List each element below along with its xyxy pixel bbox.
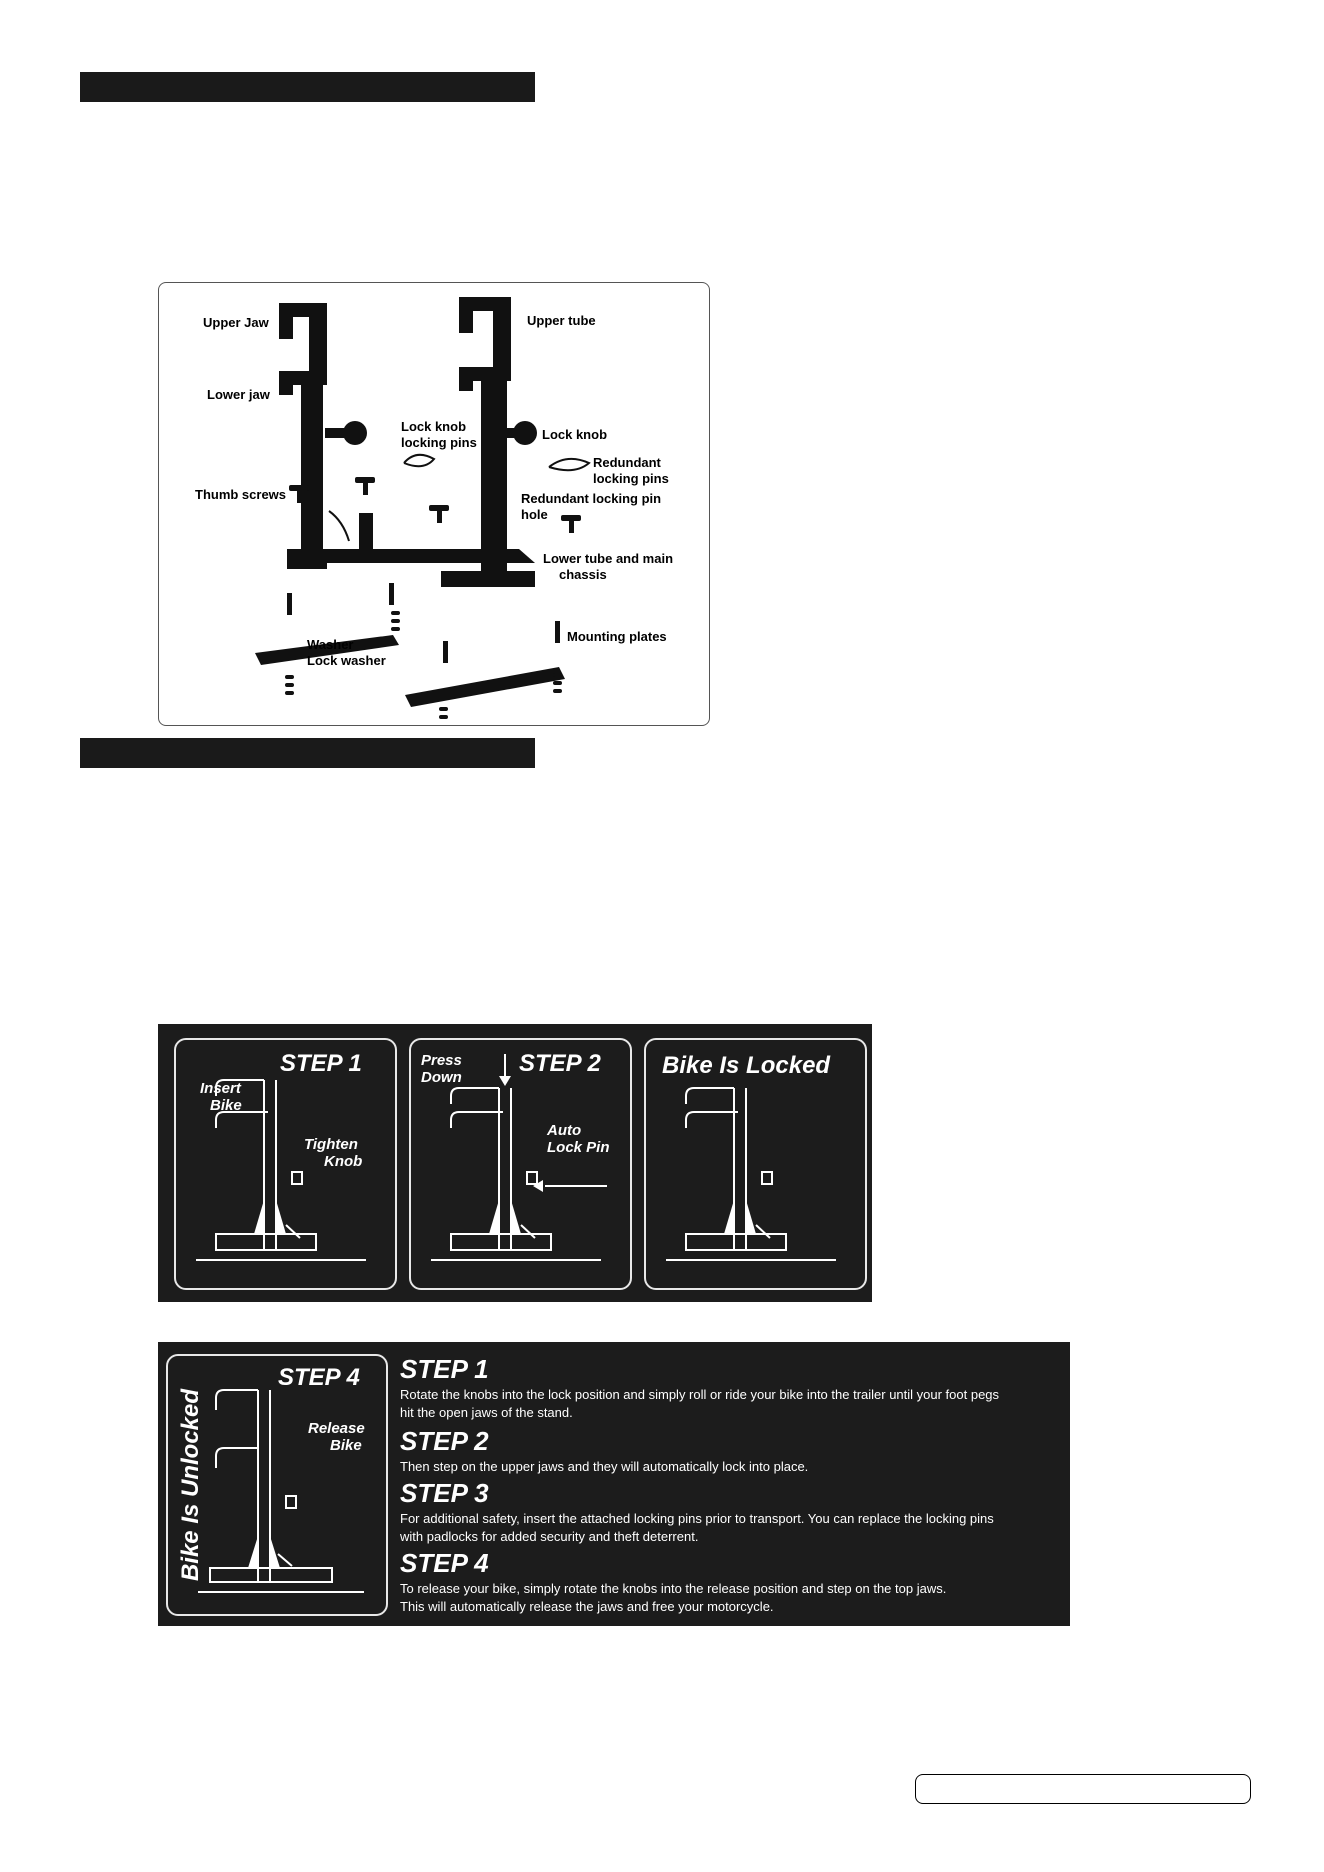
label-lower-jaw: Lower jaw bbox=[207, 387, 270, 402]
step-card-1-note-tighten-2: Knob bbox=[324, 1153, 363, 1170]
step-4-heading: STEP 4 bbox=[400, 1548, 489, 1578]
step-card-3 bbox=[644, 1038, 867, 1290]
label-redundant-hole-1: Redundant locking pin bbox=[521, 491, 662, 506]
mounting-plate-right bbox=[405, 667, 565, 707]
section-header-bar-1 bbox=[80, 72, 535, 102]
unlock-card-title: STEP 4 bbox=[278, 1364, 360, 1391]
step-1-text-line-2: hit the open jaws of the stand. bbox=[400, 1405, 573, 1420]
step-4-text-line-1: To release your bike, simply rotate the knobs into the release position and step on the top jaws. bbox=[400, 1581, 947, 1596]
unlock-card-note-1: Release bbox=[308, 1420, 365, 1437]
parts-diagram bbox=[158, 282, 710, 726]
unlock-card-note-2: Bike bbox=[330, 1437, 362, 1454]
label-lower-tube-1: Lower tube and main bbox=[543, 551, 674, 566]
step-card-2-note-press-1: Press bbox=[421, 1052, 462, 1069]
step-card-1-title: STEP 1 bbox=[280, 1050, 362, 1077]
label-redundant-pins-2: locking pins bbox=[593, 471, 669, 486]
label-lock-knob-pins-2: locking pins bbox=[401, 435, 477, 450]
footer-box bbox=[915, 1774, 1251, 1804]
label-lock-washer: Lock washer bbox=[307, 653, 386, 668]
label-thumb-screws: Thumb screws bbox=[195, 487, 287, 502]
step-3-heading: STEP 3 bbox=[400, 1478, 489, 1508]
step-4-text-line-2: This will automatically release the jaws and free your motorcycle. bbox=[400, 1599, 774, 1614]
instructions-panel bbox=[158, 1342, 1070, 1626]
label-lock-knob-pins-1: Lock knob bbox=[401, 419, 467, 434]
step-card-2-title: STEP 2 bbox=[519, 1050, 601, 1077]
step-card-2-note-autolock-2: Lock Pin bbox=[547, 1139, 610, 1156]
label-redundant-hole-2: hole bbox=[521, 507, 548, 522]
step-card-2-note-press-2: Down bbox=[421, 1069, 462, 1086]
step-3-text-line-1: For additional safety, insert the attached locking pins prior to transport. You can replace the locking pins bbox=[400, 1511, 994, 1526]
step-3-text-line-2: with padlocks for added security and theft deterrent. bbox=[400, 1529, 699, 1544]
label-washer: Washer bbox=[307, 637, 354, 652]
label-redundant-pins-1: Redundant bbox=[593, 455, 661, 470]
step-card-2 bbox=[409, 1038, 632, 1290]
step-card-1-note-insert-2: Bike bbox=[210, 1097, 242, 1114]
step-card-3-title: Bike Is Locked bbox=[662, 1052, 831, 1079]
label-lower-tube-2: chassis bbox=[559, 567, 607, 582]
step-2-heading: STEP 2 bbox=[400, 1426, 489, 1456]
label-upper-jaw: Upper Jaw bbox=[203, 315, 269, 330]
unlock-card bbox=[166, 1354, 388, 1616]
unlock-card-vertical-title: Bike Is Unlocked bbox=[177, 1388, 204, 1582]
step-card-1 bbox=[174, 1038, 397, 1290]
step-card-2-note-autolock-1: Auto bbox=[547, 1122, 582, 1139]
label-upper-tube: Upper tube bbox=[527, 313, 596, 328]
step-card-1-note-insert-1: Insert bbox=[200, 1080, 241, 1097]
label-lock-knob: Lock knob bbox=[542, 427, 608, 442]
label-mounting-plates: Mounting plates bbox=[567, 629, 667, 644]
right-upright-tube bbox=[481, 373, 507, 573]
lock-knob-pin-left bbox=[404, 455, 434, 466]
step-1-heading: STEP 1 bbox=[400, 1354, 489, 1384]
section-header-bar-2 bbox=[80, 738, 535, 768]
step-1-text-line-1: Rotate the knobs into the lock position and simply roll or ride your bike into the trailer until your foot pegs bbox=[400, 1387, 1000, 1402]
step-2-text-line-1: Then step on the upper jaws and they will automatically lock into place. bbox=[400, 1459, 809, 1474]
left-upright-tube bbox=[301, 373, 323, 553]
step-card-1-note-tighten-1: Tighten bbox=[304, 1136, 358, 1153]
left-lock-knob bbox=[343, 421, 367, 445]
steps-panel bbox=[158, 1024, 872, 1302]
redundant-pin bbox=[549, 459, 589, 470]
